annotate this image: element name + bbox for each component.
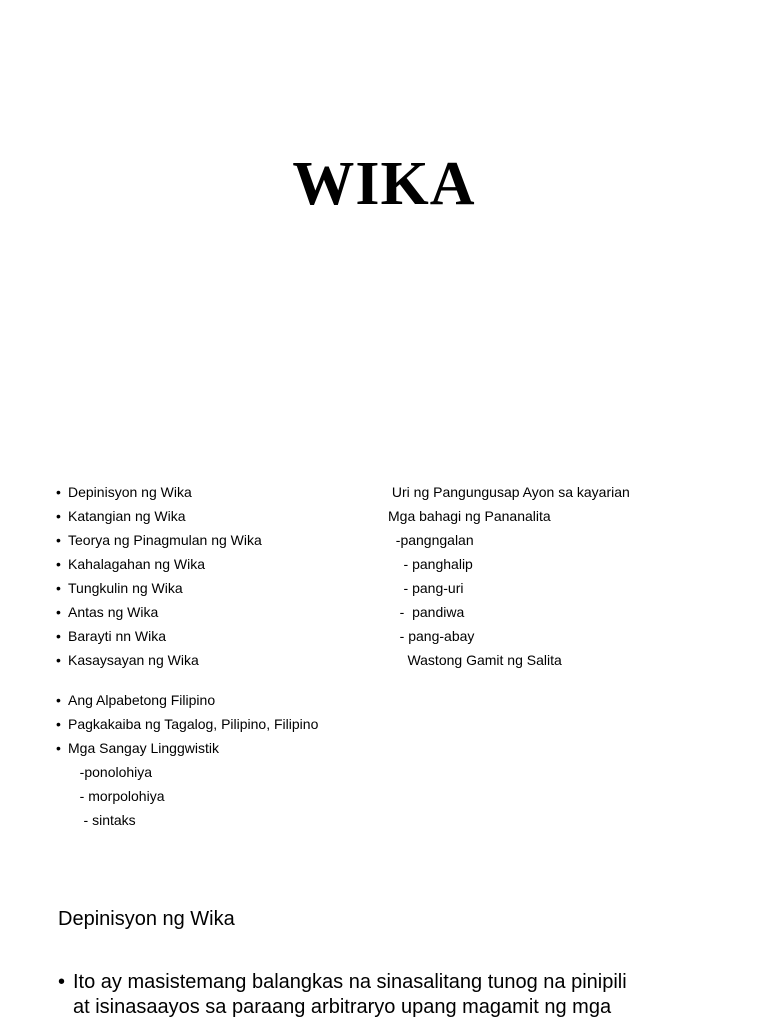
list-item: - pang-uri	[388, 580, 464, 596]
page-title: WIKA	[292, 150, 476, 218]
list-item	[56, 688, 318, 712]
list-item: - panghalip	[388, 556, 473, 572]
list-item	[56, 808, 318, 832]
list-item-text: Kahalagahan ng Wika	[68, 556, 205, 572]
list-item	[56, 576, 262, 600]
list-item: Wastong Gamit ng Salita	[388, 652, 562, 668]
bullet: •	[56, 532, 61, 548]
list-item-text: Depinisyon ng Wika	[68, 484, 192, 500]
list-item	[56, 624, 262, 648]
topics-list-right	[388, 480, 630, 672]
list-item-text: - morpolohiya	[68, 788, 165, 804]
bullet: •	[56, 556, 61, 572]
list-item	[56, 648, 262, 672]
definition-paragraph	[58, 970, 718, 1020]
list-item-text: Kasaysayan ng Wika	[68, 652, 199, 668]
list-item-text: - sintaks	[68, 812, 136, 828]
list-item	[56, 784, 318, 808]
bullet: •	[56, 740, 61, 756]
list-item: Mga bahagi ng Pananalita	[388, 508, 551, 524]
paragraph-line: Ito ay masistemang balangkas na sinasalitang tunog na pinipili	[73, 971, 627, 993]
list-item	[56, 760, 318, 784]
list-item: - pandiwa	[388, 604, 465, 620]
topics-list-left-2	[56, 688, 318, 832]
list-item: -pangngalan	[388, 532, 474, 548]
list-item-text: Ang Alpabetong Filipino	[68, 692, 216, 708]
bullet: •	[56, 484, 61, 500]
list-item-text: Mga Sangay Linggwistik	[68, 740, 219, 756]
list-item	[56, 712, 318, 736]
list-item	[56, 480, 262, 504]
bullet: •	[56, 508, 61, 524]
paragraph-line: at isinasaayos sa paraang arbitraryo upang magamit ng mga	[73, 996, 612, 1018]
bullet: •	[58, 971, 66, 993]
bullet: •	[56, 580, 61, 596]
list-item-text: Pagkakaiba ng Tagalog, Pilipino, Filipino	[68, 716, 319, 732]
bullet: •	[56, 652, 61, 668]
list-item-text: Katangian ng Wika	[68, 508, 186, 524]
list-item	[56, 528, 262, 552]
list-item	[56, 504, 262, 528]
bullet: •	[56, 604, 61, 620]
list-item-text: Tungkulin ng Wika	[68, 580, 183, 596]
list-item	[56, 552, 262, 576]
bullet: •	[56, 692, 61, 708]
list-item-text: Barayti nn Wika	[68, 628, 167, 644]
list-item-text: Teorya ng Pinagmulan ng Wika	[68, 532, 262, 548]
bullet: •	[56, 716, 61, 732]
list-item-text: -ponolohiya	[68, 764, 153, 780]
list-item-text: Antas ng Wika	[68, 604, 159, 620]
section-heading: Depinisyon ng Wika	[58, 908, 235, 930]
list-item: - pang-abay	[388, 628, 475, 644]
topics-list-left	[56, 480, 262, 672]
list-item: Uri ng Pangungusap Ayon sa kayarian	[388, 484, 630, 500]
list-item	[56, 736, 318, 760]
bullet: •	[56, 628, 61, 644]
list-item	[56, 600, 262, 624]
